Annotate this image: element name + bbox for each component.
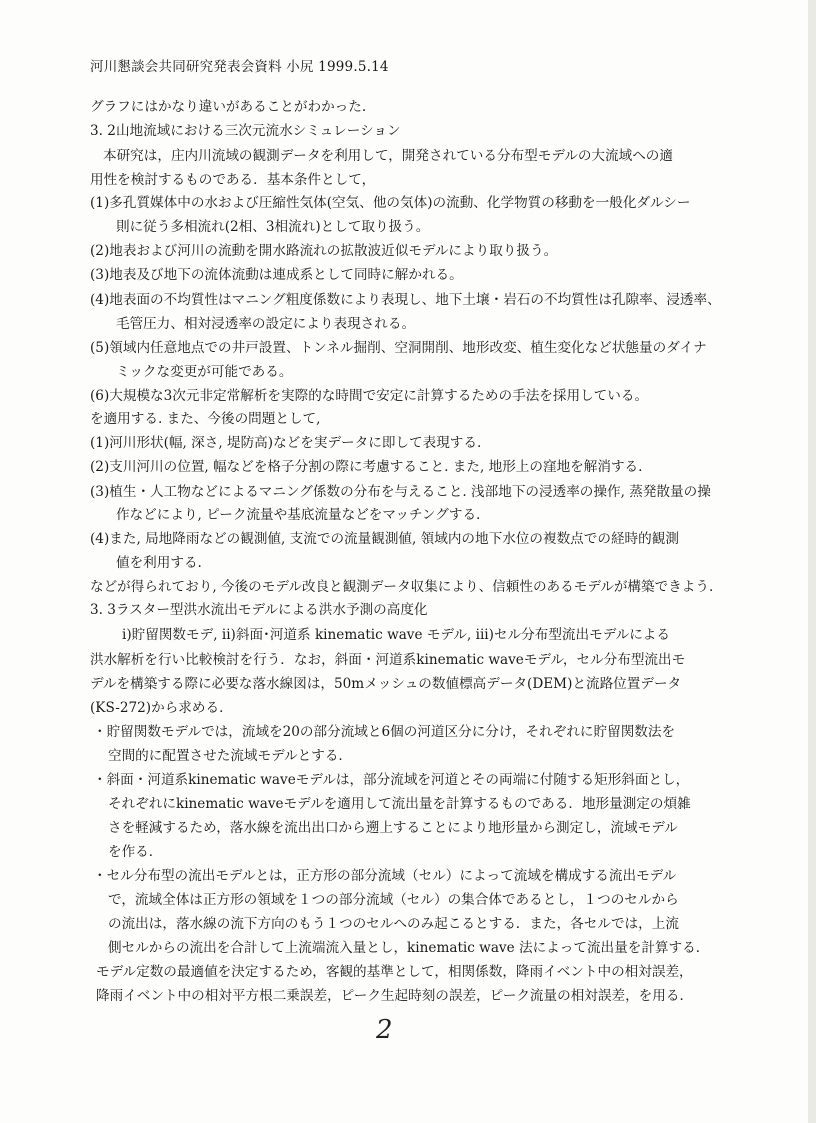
text-line: 作などにより, ピーク流量や基底流量などをマッチングする. xyxy=(116,507,481,523)
list-item: (2)地表および河川の流動を開水路流れの拡散波近似モデルにより取り扱う。 xyxy=(90,243,558,259)
list-item: (2)支川河川の位置, 幅などを格子分割の際に考慮すること. また, 地形上の窪地を解消する. xyxy=(90,459,643,475)
text-line: モデル定数の最適値を決定するため，客観的基準として，相関係数，降雨イベント中の相対誤差， xyxy=(96,964,693,980)
text-line: などが得られており, 今後のモデル改良と観測データ収集により、信頼性のあるモデルが構築できよう. xyxy=(90,579,714,595)
text-line: i)貯留関数モデ, ii)斜面･河道系 kinematic wave モデル, iii)セル分布型流出モデルによる xyxy=(122,627,670,643)
page-number: 2 xyxy=(376,1015,393,1045)
text-line: の流出は，落水線の流下方向のもう１つのセルへのみ起こるとする．また，各セルでは，上流 xyxy=(108,916,679,932)
text-line: それぞれにkinematic waveモデルを適用して流出量を計算するものである．地形量測定の煩雑 xyxy=(108,796,691,812)
bullet-item: ・セル分布型の流出モデルとは，正方形の部分流域（セル）によって流域を構成する流出モデル xyxy=(93,868,677,884)
text-line: を作る． xyxy=(108,844,163,860)
text-line: で，流域全体は正方形の領域を１つの部分流域（セル）の集合体であるとし，１つのセルから xyxy=(108,892,679,908)
list-item: (3)植生・人工物などによるマニング係数の分布を与えること. 浅部地下の浸透率の操作, 蒸発散量の操 xyxy=(90,484,711,500)
text-line: 則に従う多相流れ(2相、3相流れ)として取り扱う。 xyxy=(116,219,430,235)
text-line: (KS-272)から求める． xyxy=(90,700,233,716)
scan-edge xyxy=(808,0,816,1123)
text-line: を適用する. また、今後の問題として, xyxy=(90,411,321,427)
text-line: 用性を検討するものである．基本条件として， xyxy=(90,172,376,188)
list-item: (1)多孔質媒体中の水および圧縮性気体(空気、他の気体)の流動、化学物質の移動を一般化ダルシー xyxy=(90,195,691,211)
text-line: 空間的に配置させた流域モデルとする． xyxy=(108,748,353,764)
text-line: デルを構築する際に必要な落水線図は，50mメッシュの数値標高データ(DEM)と流路位置データ xyxy=(90,676,682,692)
list-item: (6)大規模な3次元非定常解析を実際的な時間で安定に計算するための手法を採用している。 xyxy=(90,388,649,404)
text-line: さを軽減するため，落水線を流出出口から遡上することにより地形量から測定し，流域モデル xyxy=(108,820,678,836)
text-line: 洪水解析を行い比較検討を行う．なお，斜面・河道系kinematic waveモデル，セル分布型流出モ xyxy=(90,652,686,668)
bullet-item: ・斜面・河道系kinematic waveモデルは，部分流域を河道とその両端に付随する矩形斜面とし， xyxy=(93,772,690,788)
text-line: ミックな変更が可能である。 xyxy=(116,364,293,380)
list-item: (1)河川形状(幅, 深さ, 堤防高)などを実データに即して表現する. xyxy=(90,435,482,451)
list-item: (3)地表及び地下の流体流動は連成系として同時に解かれる。 xyxy=(90,267,463,283)
text-line: 値を利用する. xyxy=(116,555,202,571)
list-item: (5)領域内任意地点での井戸設置、トンネル掘削、空洞開削、地形改変、植生変化など状態量のダイナ xyxy=(90,340,707,356)
text-line: 降雨イベント中の相対平方根二乗誤差，ピーク生起時刻の誤差，ピーク流量の相対誤差，を用る． xyxy=(96,988,694,1004)
text-line: 側セルからの流出を合計して上流端流入量とし，kinematic wave 法によって流出量を計算する． xyxy=(108,940,710,956)
text-line: 毛管圧力、相対浸透率の設定により表現される。 xyxy=(116,316,416,332)
section-heading: 3. 3ラスター型洪水流出モデルによる洪水予測の高度化 xyxy=(90,602,428,618)
section-heading: 3. 2山地流域における三次元流水シミュレーション xyxy=(90,123,401,139)
text-line: 本研究は，庄内川流域の観測データを利用して，開発されている分布型モデルの大流域への適 xyxy=(103,148,673,164)
list-item: (4)また, 局地降雨などの観測値, 支流での流量観測値, 領域内の地下水位の複数点での経時的観測 xyxy=(90,531,679,547)
bullet-item: ・貯留関数モデルでは，流域を20の部分流域と6個の河道区分に分け，それぞれに貯留関数法を xyxy=(93,724,676,740)
document-header: 河川懇談会共同研究発表会資料 小尻 1999.5.14 xyxy=(90,59,389,75)
text-line: グラフにはかなり違いがあることがわかった. xyxy=(90,99,367,115)
list-item: (4)地表面の不均質性はマニング粗度係数により表現し、地下土壌・岩石の不均質性は孔隙率、浸透率、 xyxy=(90,292,721,308)
